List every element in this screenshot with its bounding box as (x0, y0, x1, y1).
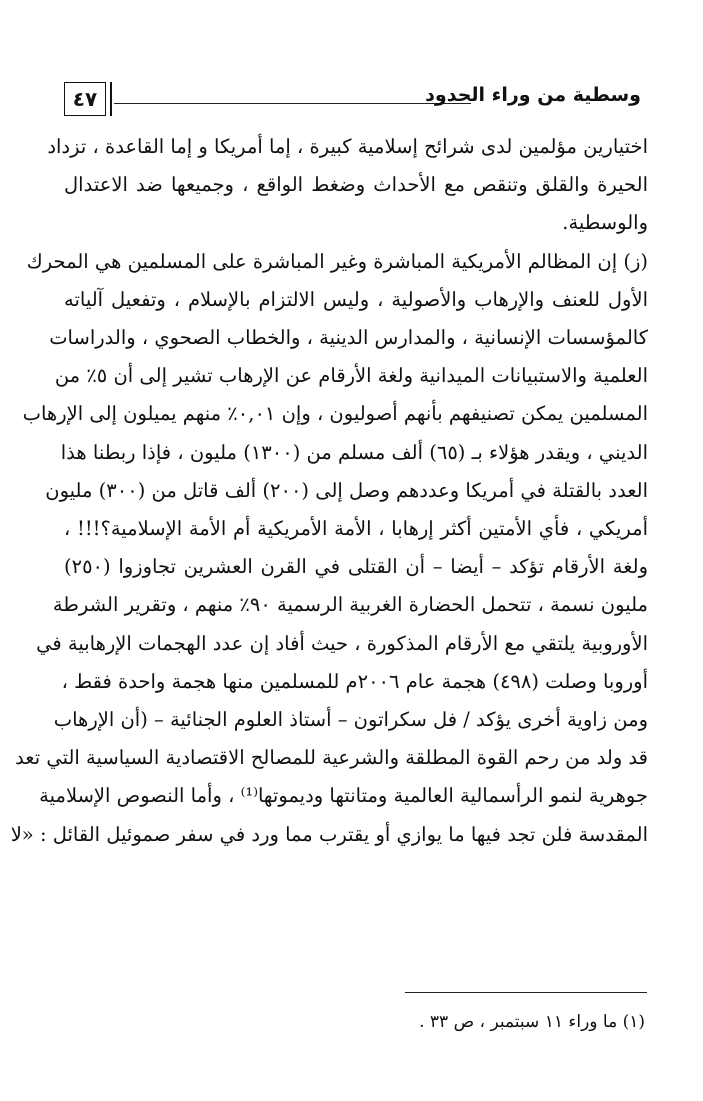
text-line: مليون نسمة ، تتحمل الحضارة الغربية الرسمية ٩٠٪ منهم ، وتقرير الشرطة (52, 593, 648, 617)
text-line: كالمؤسسات الإنسانية ، والمدارس الدينية ، والخطاب الصحوي ، والدراسات (49, 326, 648, 350)
text-line: الأوروبية يلتقي مع الأرقام المذكورة ، حيث أفاد إن عدد الهجمات الإرهابية في (36, 631, 648, 655)
page-number: ٤٧ (64, 82, 106, 116)
text-line: أمريكي ، فأي الأمتين أكثر إرهابا ، الأمة الأمريكية أم الأمة الإسلامية؟!!! ، (64, 517, 648, 541)
text-line: المقدسة فلن تجد فيها ما يوازي أو يقترب مما ورد في سفر صموئيل القائل : «لا (10, 822, 648, 846)
body-text (10, 128, 648, 854)
text-line: الحيرة والقلق وتنقص مع الأحداث وضغط الواقع ، وجميعها ضد الاعتدال (64, 173, 648, 197)
header-divider (110, 82, 112, 116)
footnote: (١) ما وراء ١١ سبتمبر ، ص ٣٣ . (419, 1012, 645, 1032)
text-line: والوسطية. (562, 211, 648, 235)
text-line: اختيارين مؤلمين لدى شرائح إسلامية كبيرة ، إما أمريكا و إما القاعدة ، تزداد (47, 135, 648, 158)
text-line: ولغة الأرقام تؤكد – أيضا – أن القتلى في القرن العشرين تجاوزوا (٢٥٠) (64, 555, 648, 579)
text-line: الأول للعنف والإرهاب والأصولية ، وليس الالتزام بالإسلام ، وتفعيل آلياته (64, 287, 648, 311)
text-line: ومن زاوية أخرى يؤكد / فل سكراتون – أستاذ العلوم الجنائية – (أن الإرهاب (53, 708, 648, 732)
header-rule (114, 103, 471, 104)
text-line: الديني ، ويقدر هؤلاء بـ (٦٥) ألف مسلم من (١٣٠٠) مليون ، فإذا ربطنا هذا (60, 440, 648, 464)
text-line: أوروبا وصلت (٤٩٨) هجمة عام ٢٠٠٦م للمسلمين منها هجمة واحدة فقط ، (61, 669, 648, 693)
running-title: وسطية من وراء الحدود (425, 84, 641, 106)
page-header (64, 82, 641, 122)
text-line: قد ولد من رحم القوة المطلقة والشرعية للمصالح الاقتصادية السياسية التي تعد (15, 746, 648, 770)
text-line: العلمية والاستبيانات الميدانية ولغة الأرقام عن الإرهاب تشير إلى أن ٥٪ من (54, 364, 648, 388)
text-line: العدد بالقتلة في أمريكا وعددهم وصل إلى (٢٠٠) ألف قاتل من (٣٠٠) مليون (45, 478, 648, 502)
footnote-rule (405, 992, 647, 993)
text-line: (ز) إن المظالم الأمريكية المباشرة وغير المباشرة على المسلمين هي المحرك (26, 249, 648, 273)
text-line: المسلمين يمكن تصنيفهم بأنهم أصوليون ، وإن ٠,٠١٪ منهم يميلون إلى الإرهاب (22, 402, 648, 426)
text-line: جوهرية لنمو الرأسمالية العالمية ومتانتها وديموتها⁽¹⁾ ، وأما النصوص الإسلامية (39, 784, 648, 808)
